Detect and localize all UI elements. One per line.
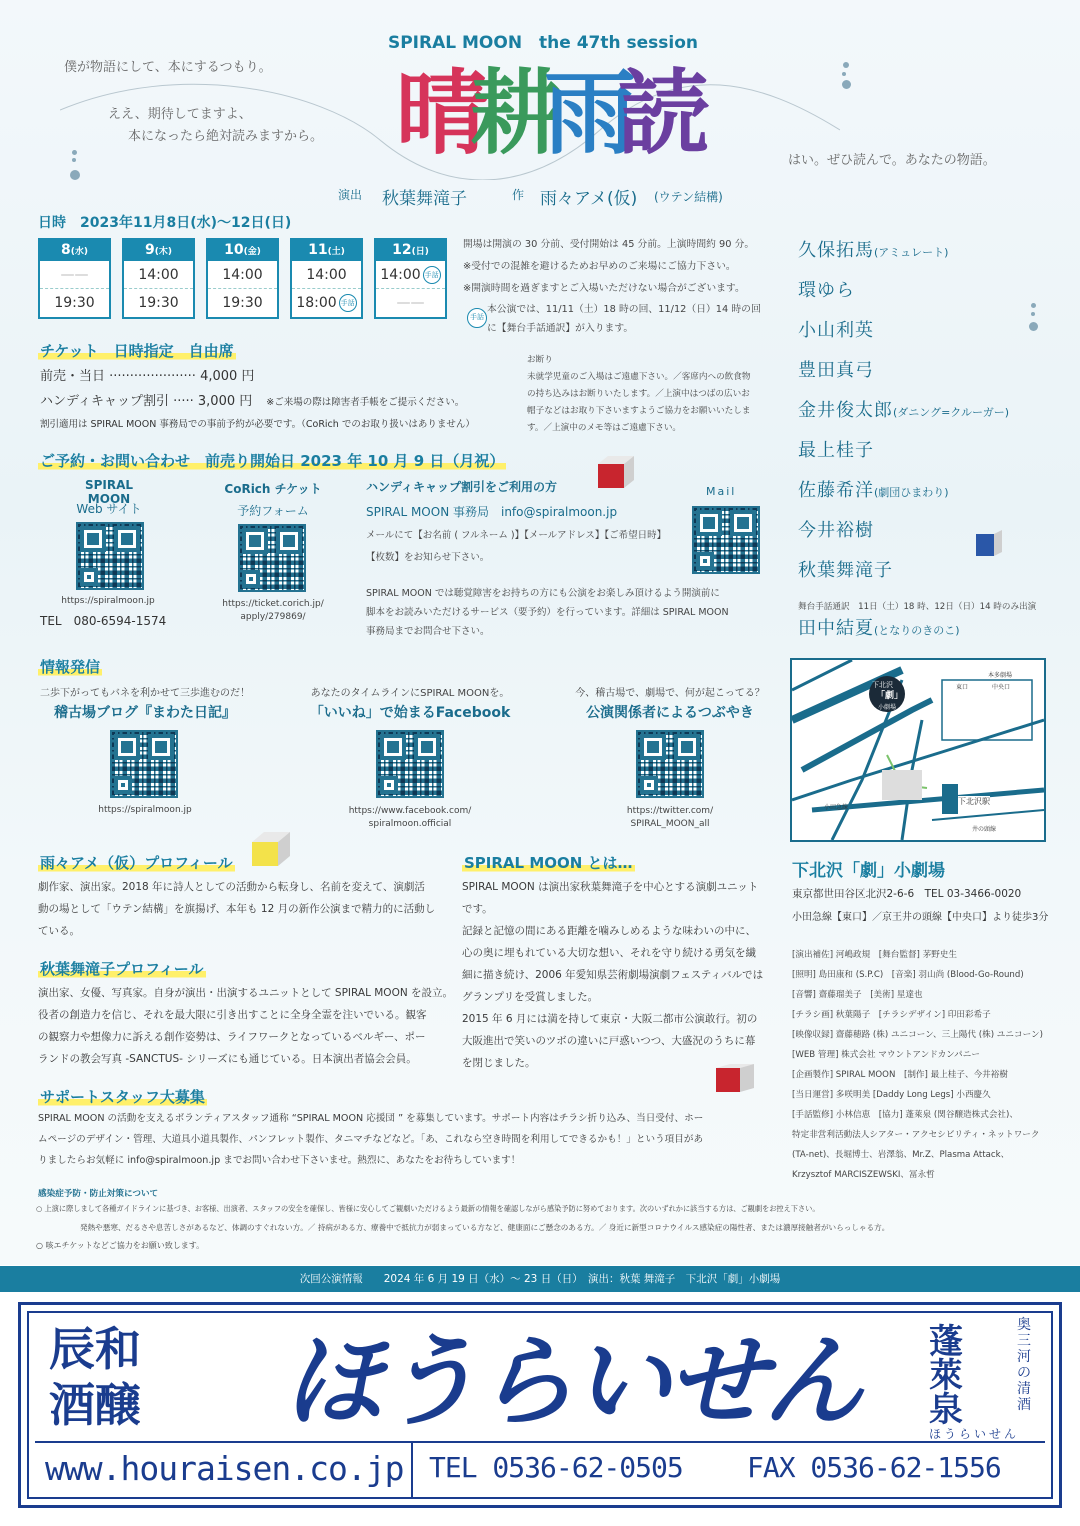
quote-1: 僕が物語にして、本にするつもり。 — [64, 60, 272, 75]
map-label-shimokitazawa: 下北沢 — [872, 681, 893, 689]
session-label: SPIRAL MOON the 47th session — [387, 33, 699, 53]
calendar-day-11 — [290, 238, 363, 319]
about-line: グランプリを受賞しました。 — [462, 991, 599, 1003]
support-line: SPIRAL MOON の活動を支えるボランティアスタッフ通称 “SPIRAL MOON 応援団 ” を募集しています。サポート内容はチラシ折り込み、当日受付、ホー — [38, 1113, 704, 1124]
ad-left-line-1: 辰和 — [49, 1322, 141, 1376]
handicap-line: 【枚数】をお知らせ下さい。 — [366, 552, 490, 563]
website-qr-code[interactable] — [76, 522, 144, 590]
mail-qr-code[interactable] — [692, 506, 760, 574]
refuse-line: 未就学児童のご入場はご遠慮下さい。／客席内への飲食物 — [527, 372, 751, 382]
sign-language-badge: 手話 — [467, 308, 487, 328]
sign-language-badge: 手話 — [423, 266, 441, 284]
facebook-lead: あなたのタイムラインにSPIRAL MOONを。 — [310, 688, 510, 699]
twitter-title: 公演関係者によるつぶやき — [586, 705, 754, 721]
schedule-note-3: ※開演時間を過ぎますとご入場いただけない場合がございます。 — [463, 283, 745, 294]
facebook-url-1: https://www.facebook.com/ — [348, 806, 472, 816]
facebook-title: 「いいね」で始まるFacebook — [309, 705, 511, 721]
decor-dot — [1029, 322, 1038, 331]
day-date: 10 — [224, 242, 244, 258]
refuse-title: お断り — [527, 355, 553, 365]
cast-name: 環ゆら — [798, 280, 855, 301]
day-time-2: 19:30 — [54, 295, 95, 311]
ticket-line-2 — [40, 390, 464, 409]
calendar-day-9 — [122, 238, 195, 319]
blog-url[interactable]: https://spiralmoon.jp — [98, 805, 192, 815]
credit-line: [チラシ画] 秋葉陽子 [チラシデザイン] 印田彩希子 — [792, 1010, 991, 1020]
credit-line: [当日運営] 多咲明美 [Daddy Long Legs] 小西慶久 — [792, 1090, 991, 1100]
about-line: です。 — [462, 903, 493, 915]
cast-affiliation: (劇団ひまわり) — [874, 486, 949, 499]
credit-line: Krzysztof MARCISZEWSKI、冨永哲 — [792, 1170, 935, 1180]
day-time-1: 14:00 — [208, 261, 277, 289]
about-line: SPIRAL MOON は演出家秋葉舞滝子を中心とする演劇ユニット — [462, 881, 759, 893]
ticket-price-1: 4,000 円 — [200, 369, 255, 384]
cast-name: 佐藤希洋 — [798, 480, 874, 501]
twitter-lead: 今、稽古場で、劇場で、何が起こってる？ — [575, 688, 765, 699]
profile-ame-text — [38, 876, 435, 942]
cast-member — [798, 356, 874, 382]
day-time-2: 18:00 — [296, 295, 337, 311]
venue-address: 東京都世田谷区北沢2-6-6 TEL 03-3466-0020 — [792, 888, 1022, 900]
interpreter-affiliation: (となりのきのこ) — [874, 624, 960, 637]
ticket-line-3: 割引適用は SPIRAL MOON 事務局での事前予約が必要です。（CoRich でのお取り扱いはありません） — [40, 419, 475, 430]
venue-map[interactable] — [790, 658, 1046, 842]
covid-line-1: ○ 上演に際しまして各種ガイドラインに基づき、お客様、出演者、スタッフの安全を確保し、皆様に安心してご観劇いただけるよう最新の情報を確認しながら感染予防に努めております。次のいずれかに該当する方は、ご観劇をお控え下さい。 — [36, 1204, 820, 1213]
director-name: 秋葉舞滝子 — [382, 189, 467, 209]
cast-member — [798, 396, 1009, 422]
cast-name: 小山利英 — [798, 320, 874, 341]
refuse-line: 帽子などはお取り下さいますようご協力をお願いいたしま — [527, 406, 751, 416]
about-line: を閉じました。 — [462, 1057, 536, 1069]
sponsor-ad — [18, 1302, 1062, 1508]
facebook-url[interactable] — [270, 805, 550, 831]
profile-akiba-text — [38, 982, 453, 1070]
covid-line-3: ○ 咳エチケットなどご協力をお願い致します。 — [36, 1241, 205, 1250]
credit-line: [WEB 管理] 株式会社 マウントアンドカンパニー — [792, 1050, 980, 1060]
decor-dot — [1031, 312, 1035, 316]
decor-dot — [1031, 303, 1036, 308]
day-dow: (日) — [411, 247, 429, 257]
next-performance-banner: 次回公演情報 2024 年 6 月 19 日（水）〜 23 日（日） 演出：秋葉 舞滝子 下北沢「劇」小劇場 — [0, 1266, 1080, 1292]
decor-cube-red — [598, 456, 634, 490]
cast-member — [798, 476, 949, 502]
decor-dot — [843, 62, 849, 68]
interpreter — [798, 614, 960, 640]
map-label-geki: 「劇」 — [876, 691, 904, 701]
ticket-note-2: ※ご来場の際は障害者手帳をご提示ください。 — [266, 397, 465, 408]
reserve-heading: ご予約・お問い合わせ 前売り開始日 2023 年 10 月 9 日（月祝） — [40, 452, 505, 470]
map-label-odakyu: 小田急線 — [824, 804, 849, 811]
cast-name: 今井裕樹 — [798, 520, 874, 541]
profile-akiba-heading: 秋葉舞滝子プロフィール — [40, 960, 204, 978]
ticket-label-1: 前売・当日 ····················· — [40, 369, 196, 384]
sign-language-badge: 手話 — [339, 294, 357, 312]
title-char-1: 晴 — [396, 60, 489, 167]
refuse-notes — [527, 352, 750, 437]
cast-member — [798, 276, 855, 302]
cast-name: 金井俊太郎 — [798, 400, 893, 421]
cast-name: 秋葉舞滝子 — [798, 560, 893, 581]
cast-name: 最上桂子 — [798, 440, 874, 461]
support-heading: サポートスタッフ大募集 — [40, 1088, 205, 1106]
interpreter-note: 舞台手話通訳 11日（土）18 時、12日（日）14 時のみ出演 — [798, 602, 1037, 612]
support-line: りましたらお気軽に info@spiralmoon.jp までお問い合わせ下さいませ。熱烈に、あなたをお待ちしています！ — [38, 1155, 521, 1166]
venue-access: 小田急線【東口】／京王井の頭線【中央口】より徒歩3分 — [792, 912, 1049, 923]
decor-dot — [842, 80, 851, 89]
day-time-2-row — [292, 289, 361, 317]
map-label-theater: 小劇場 — [878, 704, 897, 711]
day-time-2: —— — [396, 295, 425, 311]
ad-right-tag: 奥三河の清酒 — [1017, 1317, 1031, 1413]
handicap-lines — [366, 525, 666, 569]
ad-tel: TEL 0536-62-0505 — [429, 1451, 683, 1484]
title-char-4: 読 — [618, 60, 711, 167]
interpreter-name: 田中結夏 — [798, 618, 874, 639]
corich-url-1: https://ticket.corich.jp/ — [222, 599, 324, 609]
refuse-line: の持ち込みはお断りいたします。／上演中はつばの広いお — [527, 389, 750, 399]
cast-member — [798, 436, 874, 462]
ticket-label-2: ハンディキャップ割引 ····· — [40, 394, 194, 409]
ticket-line-1 — [40, 365, 254, 384]
cast-name: 豊田真弓 — [798, 360, 874, 381]
ticket-heading: チケット 日時指定 自由席 — [40, 342, 234, 360]
day-date: 9 — [145, 242, 155, 258]
deaf-service-lines — [366, 584, 729, 641]
ad-brand: ほうらいせん — [283, 1323, 859, 1440]
facebook-qr-code[interactable] — [376, 730, 444, 798]
twitter-qr-code[interactable] — [636, 730, 704, 798]
covid-heading: 感染症予防・防止対策について — [38, 1189, 159, 1199]
day-time-2: 19:30 — [222, 295, 263, 311]
calendar-day-8 — [38, 238, 111, 319]
ad-right-kana: ほうらいせん — [929, 1427, 1020, 1441]
profile-line: ている。 — [38, 925, 80, 937]
schedule-notes — [463, 234, 754, 300]
schedule-note-4b: に【舞台手話通訳】が入ります。 — [487, 323, 634, 334]
cast-member — [798, 316, 874, 342]
corich-url-2: apply/279869/ — [240, 612, 306, 622]
schedule-heading: 日時 2023年11月8日(水)〜12日(日) — [38, 215, 292, 231]
web-sub: Web サイト — [76, 502, 142, 516]
facebook-url-2: spiralmoon.official — [368, 819, 452, 829]
day-dow: (水) — [70, 247, 88, 257]
day-dow: (木) — [154, 247, 172, 257]
blog-title: 稽古場ブログ『まわた日記』 — [54, 705, 236, 721]
deaf-line: 事務局までお問合せ下さい。 — [366, 626, 490, 637]
day-time-1: 14:00 — [124, 261, 193, 289]
profile-line: の観察力や想像力に訴える創作姿勢は、ライフワークとなっているベルギー、ポー — [38, 1031, 426, 1043]
day-date: 8 — [61, 242, 71, 258]
profile-ame-heading: 雨々アメ（仮）プロフィール — [40, 854, 233, 872]
map-label-station: 下北沢駅 — [958, 797, 990, 806]
ad-left-line-2: 酒醸 — [49, 1378, 141, 1432]
day-time-1: 14:00 — [292, 261, 361, 289]
about-line: 大阪進出で笑いのツボの違いに戸惑いつつ、大盛況のうちに幕 — [462, 1035, 756, 1047]
deaf-line: 脚本をお読みいただけるサービス（要予約）を行っています。詳細は SPIRAL MOON — [366, 607, 729, 618]
profile-line: 演出家、女優、写真家。自身が演出・出演するユニットとして SPIRAL MOON を設立。 — [38, 987, 454, 999]
support-text — [38, 1108, 703, 1171]
decor-cube-blue — [976, 530, 1002, 560]
day-date: 12 — [392, 242, 412, 258]
calendar-day-10 — [206, 238, 279, 319]
credit-line: [手話監修] 小林信恵 [協力] 蓬萊泉 (関谷醸造株式会社)、 — [792, 1110, 1018, 1120]
decor-cube-yellow — [252, 832, 290, 866]
credit-line: [演出補佐] 河嶋政規 [舞台監督] 茅野史生 — [792, 950, 957, 960]
corich-title: CoRich チケット — [224, 482, 322, 496]
refuse-line: す。／上演中のメモ等はご遠慮下さい。 — [527, 423, 682, 433]
map-label-east-exit: 東口 — [956, 684, 969, 691]
blog-qr-code[interactable] — [110, 730, 178, 798]
twitter-url-2: SPIRAL_MOON_all — [630, 819, 710, 829]
director-label: 演出 — [338, 188, 363, 202]
cast-affiliation: (ダニング=クルーガー) — [893, 406, 1010, 419]
support-line: ムページのデザイン・管理、大道具小道具製作、パンフレット製作、タニマチなどなど。「あ、これなら空き時間を利用してできるかも！」という項目があ — [38, 1134, 704, 1145]
schedule-note-2: ※受付での混雑を避けるためお早めのご来場にご協力下さい。 — [463, 261, 736, 272]
writer-label: 作 — [512, 188, 525, 202]
day-time-2: 19:30 — [138, 295, 179, 311]
day-date: 11 — [308, 242, 328, 258]
corich-url[interactable] — [204, 598, 342, 624]
credit-line: [企画製作] SPIRAL MOON [制作] 最上桂子、今井裕樹 — [792, 1070, 1008, 1080]
ad-divider-v — [411, 1441, 413, 1499]
schedule-note-4a: 本公演では、11/11（土）18 時の回、11/12（日）14 時の回 — [487, 304, 761, 315]
deaf-line: SPIRAL MOON では聴覚障害をお持ちの方にも公演をお楽しみ頂けるよう開演前に — [366, 588, 720, 599]
cast-member — [798, 236, 948, 262]
credit-line: [照明] 島田康和 (S.P.C) [音楽] 羽山尚 (Blood-Go-Round) — [792, 970, 1024, 980]
title-char-3: 雨 — [544, 60, 637, 167]
decor-dot — [842, 72, 846, 76]
twitter-url-1: https://twitter.com/ — [626, 806, 714, 816]
cast-member — [798, 556, 893, 582]
ad-url[interactable]: www.houraisen.co.jp — [45, 1449, 404, 1488]
profile-line: 劇作家、演出家。2018 年に詩人としての活動から転身し、名前を変えて、演劇活 — [38, 881, 425, 893]
mail-label: Mail — [706, 485, 737, 498]
profile-line: 動の場として「ウテン結構」を旗揚げ、本年も 12 月の新作公演まで精力的に活動し — [38, 903, 436, 915]
title-char-2: 耕 — [470, 60, 563, 167]
writer-name: 雨々アメ(仮) — [540, 189, 638, 209]
profile-line: ランドの教会写真 -SANCTUS- シリーズにも通じている。日本演出者協会会員。 — [38, 1053, 417, 1065]
schedule-note-4 — [487, 300, 761, 338]
day-dow: (土) — [327, 247, 345, 257]
day-time-1-row — [376, 261, 445, 289]
about-heading: SPIRAL MOON とは… — [464, 854, 633, 872]
writer-note: (ウテン結構) — [654, 190, 723, 204]
quote-3: はい。ぜひ読んで。あなたの物語。 — [788, 153, 996, 168]
web-url[interactable]: https://spiralmoon.jp — [61, 596, 155, 606]
blog-lead: 二歩下がってもバネを利かせて三歩進むのだ！ — [40, 688, 250, 699]
map-label-inokashira: 井の頭線 — [972, 826, 997, 833]
ad-fax: FAX 0536-62-1556 — [747, 1451, 1001, 1484]
handicap-line: メールにて【お名前 ( フルネーム )】【メールアドレス】【ご希望日時】 — [366, 530, 667, 541]
info-heading: 情報発信 — [40, 658, 101, 676]
map-label-honda: 本多劇場 — [988, 672, 1013, 679]
day-time-1: —— — [40, 261, 109, 289]
corich-sub: 予約フォーム — [237, 504, 309, 518]
ad-right-kanji: 蓬萊泉 — [929, 1322, 963, 1430]
ticket-price-2: 3,000 円 — [197, 394, 253, 409]
about-text — [462, 876, 763, 1074]
cast-affiliation: (アミュレート) — [874, 246, 949, 259]
handicap-title: ハンディキャップ割引をご利用の方 — [366, 480, 558, 494]
schedule-note-1: 開場は開演の 30 分前、受付開始は 45 分前。上演時間約 90 分。 — [463, 239, 755, 250]
covid-line-2: 発熱や悪寒、だるさや息苦しさがあるなど、体調のすぐれない方。／ 持病がある方、療養中で抵抗力が弱まっている方など、健康面にご懸念のある方。／ 身近に新型コロナウイルス感染症の陽性者、または濃厚接触者がいらっしゃる方。 — [80, 1223, 890, 1232]
cast-name: 久保拓馬 — [798, 240, 874, 261]
credit-line: [音響] 齋藤瑠美子 [美術] 星達也 — [792, 990, 923, 1000]
credit-line: 特定非営利活動法人シアター・アクセシビリティ・ネットワーク — [792, 1130, 1040, 1140]
profile-line: 役者の創造力を信じ、それを最大限に引き出すことに全身全霊を注いでいる。観客 — [38, 1009, 427, 1021]
about-line: 2015 年 6 月には満を持して東京・大阪二都市公演敢行。初の — [462, 1013, 758, 1025]
day-dow: (金) — [243, 247, 261, 257]
ad-divider — [35, 1441, 1045, 1443]
about-line: 記録と記憶の間にある距離を噛みしめるような味わいの中に、 — [462, 925, 756, 937]
corich-qr-code[interactable] — [238, 524, 306, 592]
cast-member — [798, 516, 874, 542]
credit-line: (TA-net)、長堀博士、岩澤翁、Mr.Z、Plasma Attack、 — [792, 1150, 1010, 1160]
tel-number: TEL 080-6594-1574 — [40, 614, 167, 628]
quote-2b: 本になったら絶対読みますから。 — [128, 129, 324, 144]
about-line: 細に描き続け、2006 年愛知県芸術劇場演劇フェスティバルでは — [462, 969, 764, 981]
about-line: 心の奥に埋もれている大切な想い、それを守り続ける勇気を繊 — [462, 947, 756, 959]
day-time-1: 14:00 — [380, 267, 421, 283]
venue-name: 下北沢「劇」小劇場 — [792, 861, 945, 881]
quote-2a: ええ、期待してますよ、 — [108, 107, 252, 122]
map-label-central-exit: 中央口 — [992, 684, 1011, 691]
handicap-office: SPIRAL MOON 事務局 info@spiralmoon.jp — [366, 505, 618, 519]
calendar-day-12 — [374, 238, 447, 319]
twitter-url[interactable] — [530, 805, 810, 831]
web-title: SPIRAL MOON — [84, 478, 134, 506]
credit-line: [映像収録] 齋藤穂路 (株) ユニコーン、三上陽代 (株) ユニコーン) — [792, 1030, 1043, 1040]
